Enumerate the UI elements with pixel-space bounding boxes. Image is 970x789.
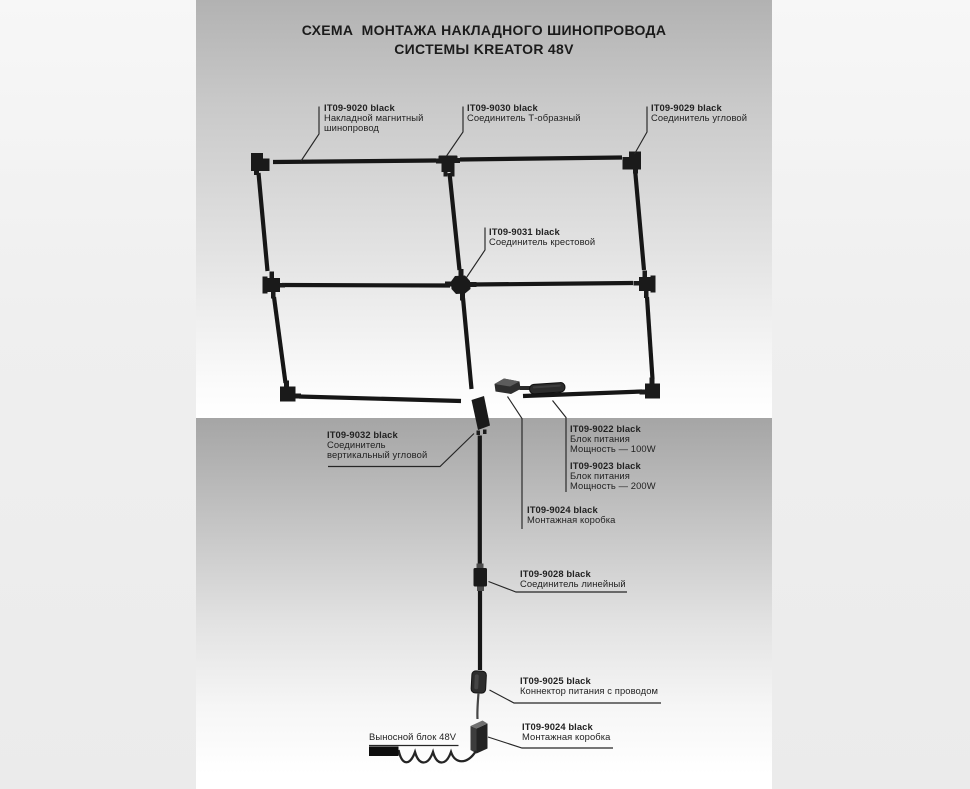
label-it09-9028 xyxy=(520,569,626,589)
part-code: IT09-9024 black xyxy=(522,721,593,732)
t-connector-left xyxy=(263,272,286,299)
part-desc: Соединитель xyxy=(327,439,386,450)
power-wire xyxy=(477,693,478,719)
track-segment xyxy=(259,173,268,271)
part-desc: Блок питания xyxy=(570,470,630,481)
part-desc: Соединитель крестовой xyxy=(489,236,596,247)
track-segment xyxy=(274,297,286,383)
label-remote-block xyxy=(369,732,456,742)
label-it09-9022 xyxy=(570,424,656,454)
part-desc: Мощность — 100W xyxy=(570,443,656,454)
power-cord xyxy=(399,750,477,763)
leader-9022-9023 xyxy=(553,401,567,493)
label-it09-9020 xyxy=(324,103,423,133)
corner-connector-top-left xyxy=(251,153,270,175)
part-code: IT09-9028 black xyxy=(520,568,591,579)
label-it09-9029 xyxy=(651,103,747,123)
part-code: IT09-9020 black xyxy=(324,102,395,113)
remote-block-48v xyxy=(369,747,399,757)
label-it09-9031 xyxy=(489,227,595,247)
part-code: IT09-9029 black xyxy=(651,102,722,113)
linear-connector xyxy=(474,564,488,592)
part-desc: вертикальный угловой xyxy=(327,449,428,460)
label-it09-9030 xyxy=(467,103,581,123)
power-feed-connector xyxy=(471,671,487,694)
part-desc: Соединитель линейный xyxy=(520,578,626,589)
track-segment xyxy=(647,297,653,379)
part-desc: Соединитель Т-образный xyxy=(467,112,581,123)
leader-9030 xyxy=(447,107,464,157)
leader-9024-top xyxy=(508,397,523,530)
part-desc: Накладной магнитный xyxy=(324,112,424,123)
part-code: IT09-9025 black xyxy=(520,675,591,686)
label-it09-9032 xyxy=(327,430,427,460)
part-desc: Соединитель угловой xyxy=(651,112,748,123)
title-line-1: СХЕМА МОНТАЖА НАКЛАДНОГО ШИНОПРОВОДА xyxy=(301,22,667,38)
title-line-2: СИСТЕМЫ KREATOR 48V xyxy=(394,41,574,57)
part-code: IT09-9030 black xyxy=(467,102,538,113)
label-it09-9024-bottom xyxy=(522,722,611,742)
vertical-corner-connector xyxy=(472,396,491,435)
part-code: IT09-9032 black xyxy=(327,429,398,440)
mounting-box-bottom xyxy=(471,721,488,754)
label-it09-9025 xyxy=(520,676,658,696)
label-it09-9023 xyxy=(570,461,656,491)
part-code: IT09-9024 black xyxy=(527,504,598,515)
corner-connector-bottom-left xyxy=(280,381,301,402)
track-segment xyxy=(460,158,622,160)
part-code: IT09-9023 black xyxy=(570,460,641,471)
leader-9029 xyxy=(635,107,648,155)
diagram-title xyxy=(196,21,772,59)
part-desc: Мощность — 200W xyxy=(570,480,656,491)
leader-9020 xyxy=(301,107,319,162)
part-desc: Коннектор питания с проводом xyxy=(520,685,659,696)
part-desc: Выносной блок 48V xyxy=(369,731,457,742)
corner-connector-bottom-right xyxy=(640,378,661,399)
cross-connector xyxy=(445,269,477,301)
mounting-box-top xyxy=(495,379,531,395)
track-segment xyxy=(450,173,460,270)
power-supply-unit xyxy=(529,382,565,394)
track-segment xyxy=(273,161,436,163)
part-desc: шинопровод xyxy=(324,122,380,133)
track-segment xyxy=(473,283,633,285)
track-segment xyxy=(463,298,472,389)
label-it09-9024-top xyxy=(527,505,616,525)
part-code: IT09-9022 black xyxy=(570,423,641,434)
track-segment xyxy=(635,169,644,270)
part-desc: Монтажная коробка xyxy=(522,731,611,742)
t-connector-right xyxy=(634,271,656,299)
track-segment xyxy=(282,285,450,286)
track-segment xyxy=(299,397,461,402)
leader-9031 xyxy=(467,228,486,278)
part-code: IT09-9031 black xyxy=(489,226,560,237)
corner-connector-top-right xyxy=(623,152,642,174)
part-desc: Монтажная коробка xyxy=(527,514,616,525)
part-desc: Блок питания xyxy=(570,433,630,444)
